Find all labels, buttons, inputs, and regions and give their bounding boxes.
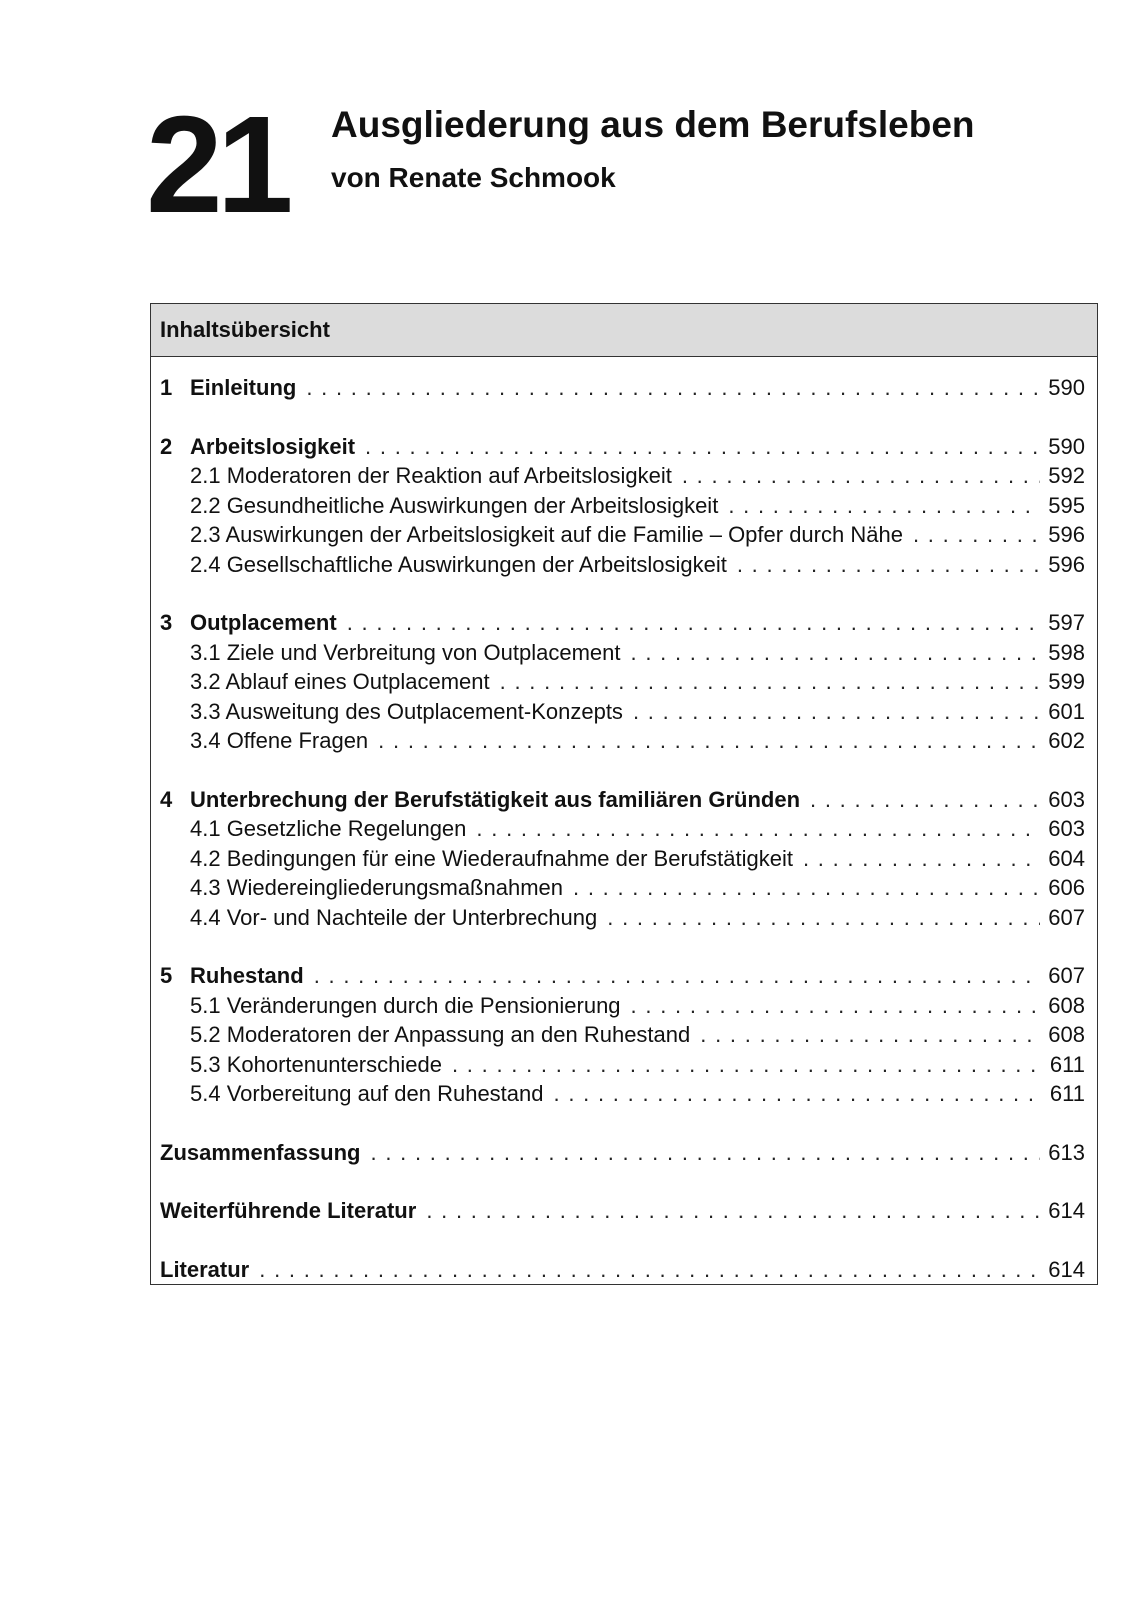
toc-entry-label: 4.3 Wiedereingliederungsmaßnahmen xyxy=(190,875,563,900)
dot-leader xyxy=(314,961,1041,991)
toc-entry-label: 3.1 Ziele und Verbreitung von Outplacement xyxy=(190,639,621,665)
toc-entry-label: Weiterführende Literatur xyxy=(160,1198,417,1223)
toc-entry[interactable] xyxy=(160,1255,1085,1285)
toc-entry-number: 5 xyxy=(160,963,173,988)
toc-entry-label: 5.4 Vorbereitung auf den Ruhestand xyxy=(190,1081,544,1106)
toc-entry-page: 602 xyxy=(1048,728,1085,753)
toc-entry[interactable] xyxy=(160,608,1085,638)
toc-entry[interactable] xyxy=(160,1079,1085,1109)
dot-leader xyxy=(913,520,1040,550)
toc-entry[interactable] xyxy=(160,1020,1085,1050)
toc-entry-label: Literatur xyxy=(160,1256,250,1282)
toc-entry-page: 607 xyxy=(1048,904,1085,930)
toc-entry[interactable] xyxy=(160,991,1085,1021)
toc-entry[interactable] xyxy=(160,373,1085,403)
dot-leader xyxy=(259,1255,1040,1285)
toc-group xyxy=(160,1196,1085,1226)
dot-leader xyxy=(737,550,1040,580)
dot-leader xyxy=(631,638,1041,668)
toc-entry-page: 598 xyxy=(1048,639,1085,665)
dot-leader xyxy=(378,726,1040,756)
toc-entry-label: 2.3 Auswirkungen der Arbeitslosigkeit auf die Familie – Opfer durch Nähe xyxy=(190,522,903,547)
toc-entry-page: 595 xyxy=(1048,492,1085,518)
toc-entry-page: 597 xyxy=(1048,610,1085,635)
dot-leader xyxy=(306,373,1040,403)
toc-entry[interactable] xyxy=(160,520,1085,550)
toc-entry-page: 590 xyxy=(1048,433,1085,459)
toc-entry-page: 611 xyxy=(1049,1081,1085,1106)
toc-entry-label: 2.4 Gesellschaftliche Auswirkungen der Arbeitslosigkeit xyxy=(190,551,727,577)
dot-leader xyxy=(682,461,1040,491)
toc-entry-label: 3.2 Ablauf eines Outplacement xyxy=(190,669,490,694)
dot-leader xyxy=(573,873,1040,903)
toc-entry-label: Zusammenfassung xyxy=(160,1139,361,1165)
dot-leader xyxy=(607,903,1040,933)
toc-entry-number: 3 xyxy=(160,610,173,635)
toc-entry[interactable] xyxy=(160,785,1085,815)
toc-entry-page: 592 xyxy=(1048,463,1085,488)
toc-group xyxy=(160,608,1085,756)
toc-entry-label: Ruhestand xyxy=(190,963,304,988)
toc-entry-label: 5.2 Moderatoren der Anpassung an den Ruhestand xyxy=(190,1022,691,1047)
toc-entry[interactable] xyxy=(160,1138,1085,1168)
toc-group xyxy=(160,432,1085,580)
toc-entry-page: 607 xyxy=(1048,963,1085,988)
toc-entry-label: Arbeitslosigkeit xyxy=(190,433,356,459)
toc-entry-page: 596 xyxy=(1048,522,1085,547)
dot-leader xyxy=(452,1050,1042,1080)
toc-entry[interactable] xyxy=(160,873,1085,903)
toc-entry[interactable] xyxy=(160,667,1085,697)
toc-entry-page: 599 xyxy=(1048,669,1085,694)
toc-entry-label: 4.2 Bedingungen für eine Wiederaufnahme der Berufstätigkeit xyxy=(190,845,793,871)
toc-entry[interactable] xyxy=(160,461,1085,491)
toc-entry-page: 606 xyxy=(1048,875,1085,900)
toc-entry[interactable] xyxy=(160,1196,1085,1226)
toc-entry[interactable] xyxy=(160,961,1085,991)
toc-entry-label: Unterbrechung der Berufstätigkeit aus familiären Gründen xyxy=(190,786,801,812)
toc-list xyxy=(151,357,1097,1284)
toc-entry-label: 2.2 Gesundheitliche Auswirkungen der Arbeitslosigkeit xyxy=(190,492,719,518)
toc-entry-number: 1 xyxy=(160,375,173,400)
toc-entry-page: 604 xyxy=(1048,845,1085,871)
toc-entry-page: 590 xyxy=(1048,375,1085,400)
toc-entry-page: 608 xyxy=(1048,1022,1085,1047)
toc-entry-number: 4 xyxy=(160,786,173,812)
toc-entry-label: 2.1 Moderatoren der Reaktion auf Arbeitslosigkeit xyxy=(190,463,672,488)
toc-entry[interactable] xyxy=(160,491,1085,521)
toc-entry-number: 2 xyxy=(160,433,173,459)
dot-leader xyxy=(631,991,1041,1021)
toc-entry-label: Outplacement xyxy=(190,610,337,635)
dot-leader xyxy=(803,844,1040,874)
toc-entry[interactable] xyxy=(160,726,1085,756)
toc-group xyxy=(160,961,1085,1109)
toc-entry-label: 4.4 Vor- und Nachteile der Unterbrechung xyxy=(190,904,598,930)
toc-group xyxy=(160,785,1085,933)
toc-entry-page: 611 xyxy=(1049,1051,1085,1077)
toc-entry-label: 3.3 Ausweitung des Outplacement-Konzepts xyxy=(190,698,623,724)
toc-entry-label: 4.1 Gesetzliche Regelungen xyxy=(190,816,467,841)
chapter-number: 21 xyxy=(146,88,288,242)
toc-group xyxy=(160,373,1085,403)
dot-leader xyxy=(633,697,1040,727)
dot-leader xyxy=(810,785,1040,815)
dot-leader xyxy=(426,1196,1040,1226)
toc-entry-label: 5.3 Kohortenunterschiede xyxy=(190,1051,442,1077)
table-of-contents xyxy=(150,303,1098,1285)
dot-leader xyxy=(728,491,1040,521)
toc-entry[interactable] xyxy=(160,844,1085,874)
toc-entry-page: 601 xyxy=(1048,698,1085,724)
toc-entry[interactable] xyxy=(160,432,1085,462)
toc-entry-page: 603 xyxy=(1048,786,1085,812)
toc-entry[interactable] xyxy=(160,1050,1085,1080)
toc-entry-page: 614 xyxy=(1048,1256,1085,1282)
toc-group xyxy=(160,1138,1085,1168)
dot-leader xyxy=(347,608,1041,638)
toc-heading: Inhaltsübersicht xyxy=(151,304,1097,357)
toc-entry[interactable] xyxy=(160,814,1085,844)
toc-entry-label: Einleitung xyxy=(190,375,297,400)
dot-leader xyxy=(365,432,1040,462)
toc-entry-page: 614 xyxy=(1048,1198,1085,1223)
dot-leader xyxy=(500,667,1041,697)
toc-entry[interactable] xyxy=(160,550,1085,580)
toc-entry[interactable] xyxy=(160,697,1085,727)
toc-entry[interactable] xyxy=(160,638,1085,668)
toc-group xyxy=(160,1255,1085,1285)
toc-entry-label: 5.1 Veränderungen durch die Pensionierung xyxy=(190,992,621,1018)
toc-entry[interactable] xyxy=(160,903,1085,933)
toc-entry-page: 596 xyxy=(1048,551,1085,577)
dot-leader xyxy=(371,1138,1041,1168)
dot-leader xyxy=(554,1079,1042,1109)
toc-entry-page: 613 xyxy=(1048,1139,1085,1165)
dot-leader xyxy=(476,814,1040,844)
chapter-author: von Renate Schmook xyxy=(331,162,616,193)
toc-entry-label: 3.4 Offene Fragen xyxy=(190,728,369,753)
chapter-title: Ausgliederung aus dem Berufsleben xyxy=(331,104,975,145)
toc-entry-page: 603 xyxy=(1048,816,1085,841)
dot-leader xyxy=(700,1020,1040,1050)
toc-entry-page: 608 xyxy=(1048,992,1085,1018)
